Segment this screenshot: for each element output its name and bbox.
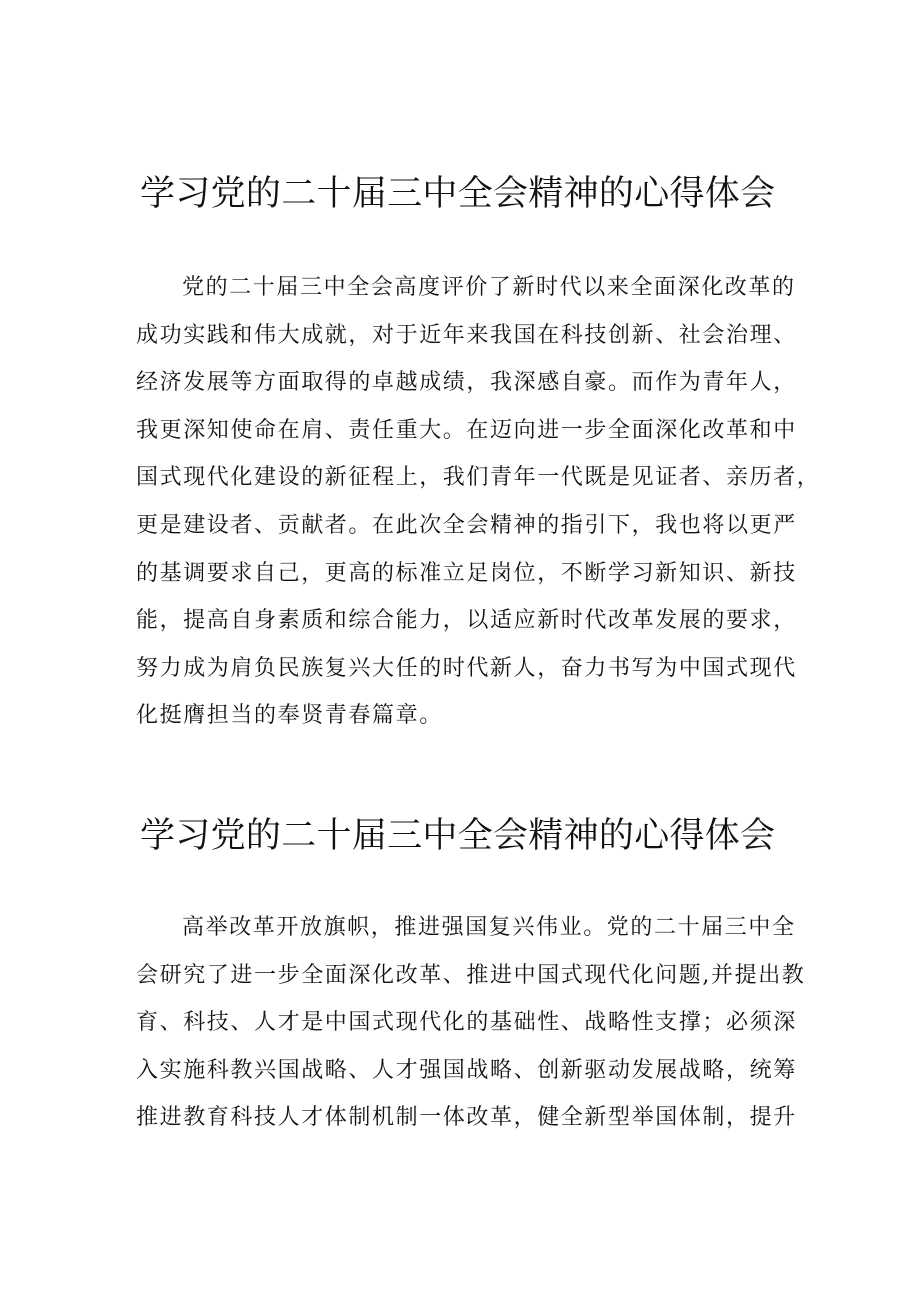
paragraph-line: 化挺膺担当的奉贤青春篇章。 [136,703,443,729]
paragraph-line: 党的二十届三中全会高度评价了新时代以来全面深化改革的 [182,275,796,300]
section-title: 学习党的二十届三中全会精神的心得体会 [140,816,776,856]
paragraph-line: 育、科技、人才是中国式现代化的基础性、战略性支撑；必须深 [136,1010,797,1036]
paragraph-line: 国式现代化建设的新征程上，我们青年一代既是见证者、亲历者， [136,465,821,491]
paragraph-line: 我更深知使命在肩、责任重大。在迈向进一步全面深化改革和中 [136,417,797,443]
paragraph [136,264,821,740]
section-title: 学习党的二十届三中全会精神的心得体会 [140,174,776,214]
paragraph-line: 努力成为肩负民族复兴大任的时代新人，奋力书写为中国式现代 [136,655,797,681]
paragraph-line: 能，提高自身素质和综合能力，以适应新时代改革发展的要求， [136,608,797,634]
paragraph-line: 经济发展等方面取得的卓越成绩，我深感自豪。而作为青年人， [136,370,797,396]
paragraph-line: 高举改革开放旗帜，推进强国复兴伟业。党的二十届三中全 [182,915,796,940]
paragraph-line: 推进教育科技人才体制机制一体改革，健全新型举国体制，提升 [136,1105,797,1131]
paragraph-line: 会研究了进一步全面深化改革、推进中国式现代化问题,并提出教 [136,962,806,988]
paragraph-line: 入实施科教兴国战略、人才强国战略、创新驱动发展战略，统筹 [136,1057,797,1083]
paragraph-line: 更是建设者、贡献者。在此次全会精神的指引下，我也将以更严 [136,512,797,538]
paragraph [136,904,806,1142]
paragraph-line: 成功实践和伟大成就，对于近年来我国在科技创新、社会治理、 [136,322,797,348]
paragraph-line: 的基调要求自己，更高的标准立足岗位，不断学习新知识、新技 [136,560,797,586]
